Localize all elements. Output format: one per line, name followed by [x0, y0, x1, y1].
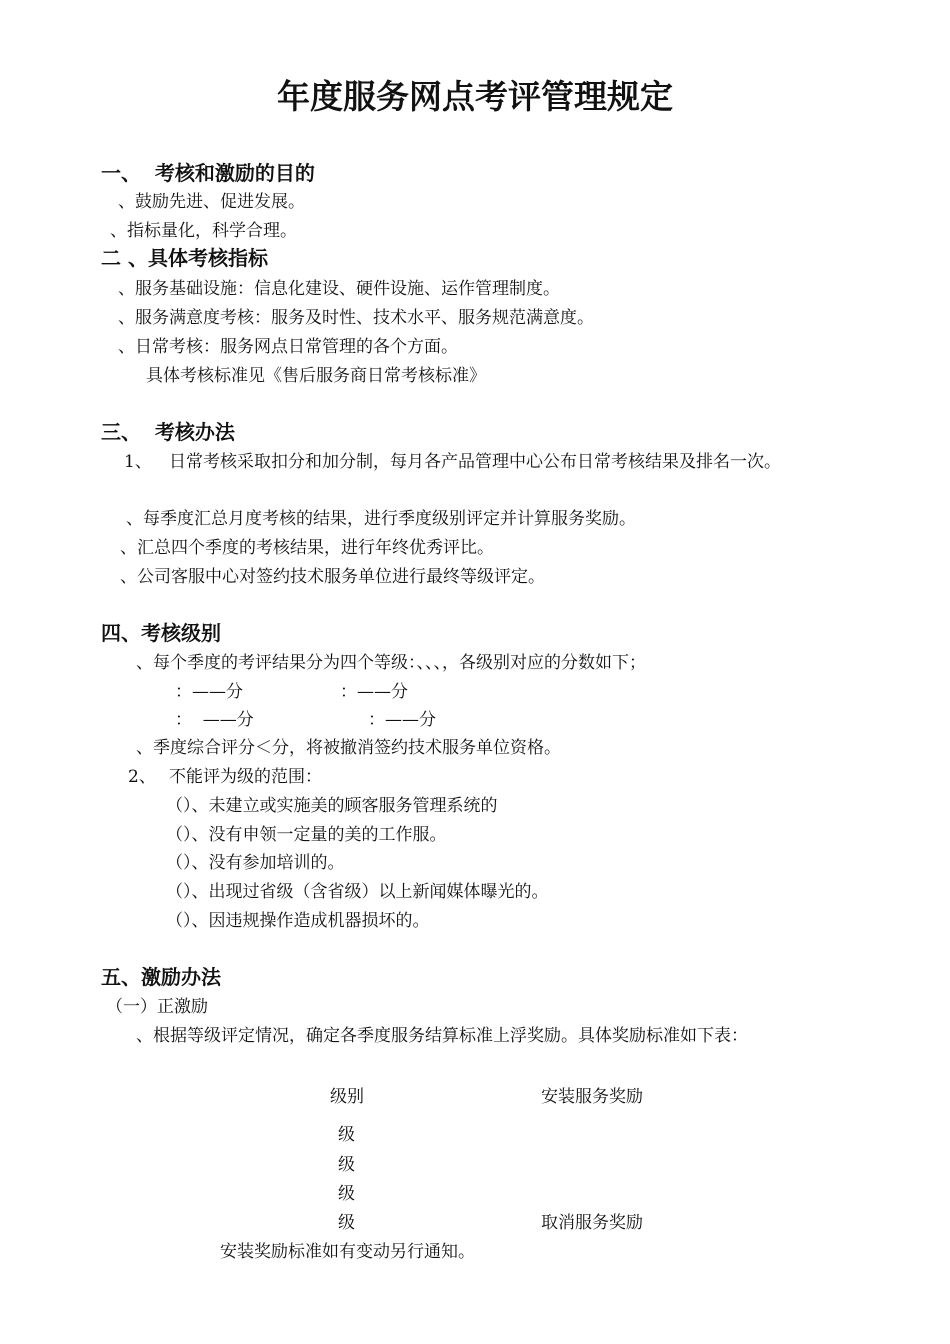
list-item: 、服务基础设施：信息化建设、硬件设施、运作管理制度。 — [118, 279, 560, 299]
list-item: 、根据等级评定情况，确定各季度服务结算标准上浮奖励。具体奖励标准如下表： — [136, 1026, 748, 1046]
list-item: 、指标量化，科学合理。 — [110, 221, 297, 241]
page-title: 年度服务网点考评管理规定 — [277, 77, 673, 116]
section-heading-4: 四、考核级别 — [101, 621, 221, 645]
list-item: 、季度综合评分＜分，将被撤消签约技术服务单位资格。 — [136, 738, 561, 758]
condition-item: （）、因违规操作造成机器损坏的。 — [166, 911, 430, 931]
section-heading-2: 二 、具体考核指标 — [101, 246, 268, 270]
score-line: ：——分 — [340, 682, 408, 702]
score-line: ：——分 — [175, 682, 243, 702]
condition-item: （）、出现过省级（含省级）以上新闻媒体曝光的。 — [166, 882, 549, 902]
table-header: 级别 — [330, 1087, 364, 1107]
list-item: 、每个季度的考评结果分为四个等级：、、、，各级别对应的分数如下； — [136, 653, 646, 673]
list-item: 不能评为级的范围： — [169, 767, 322, 787]
list-item: 日常考核采取扣分和加分制，每月各产品管理中心公布日常考核结果及排名一次。 — [169, 452, 781, 472]
table-cell: 取消服务奖励 — [541, 1213, 643, 1233]
subheading: （一）正激励 — [106, 997, 208, 1017]
section-heading-1: 一、 考核和激励的目的 — [101, 161, 315, 185]
table-header: 安装服务奖励 — [541, 1087, 643, 1107]
section-heading-5: 五、激励办法 — [101, 965, 221, 989]
table-cell: 级 — [338, 1155, 355, 1175]
list-item: 、鼓励先进、促进发展。 — [118, 192, 305, 212]
item-number: 1、 — [124, 452, 152, 472]
footer-note: 安装奖励标准如有变动另行通知。 — [220, 1242, 475, 1262]
list-item: 、公司客服中心对签约技术服务单位进行最终等级评定。 — [120, 567, 545, 587]
score-line: ：——分 — [368, 710, 436, 730]
score-line: ： ——分 — [175, 710, 254, 730]
condition-item: （）、没有参加培训的。 — [166, 853, 345, 873]
table-cell: 级 — [338, 1213, 355, 1233]
list-item: 、服务满意度考核：服务及时性、技术水平、服务规范满意度。 — [118, 308, 594, 328]
section-heading-3: 三、 考核办法 — [101, 420, 235, 444]
list-item: 、每季度汇总月度考核的结果，进行季度级别评定并计算服务奖励。 — [126, 509, 636, 529]
condition-item: （）、没有申领一定量的美的工作服。 — [166, 825, 447, 845]
list-item: 、汇总四个季度的考核结果，进行年终优秀评比。 — [120, 538, 494, 558]
item-number: 2、 — [128, 767, 156, 787]
table-cell: 级 — [338, 1184, 355, 1204]
list-item: 、日常考核：服务网点日常管理的各个方面。 — [118, 337, 458, 357]
table-cell: 级 — [338, 1125, 355, 1145]
condition-item: （）、未建立或实施美的顾客服务管理系统的 — [166, 796, 498, 816]
standard-note: 具体考核标准见《售后服务商日常考核标准》 — [146, 366, 486, 386]
